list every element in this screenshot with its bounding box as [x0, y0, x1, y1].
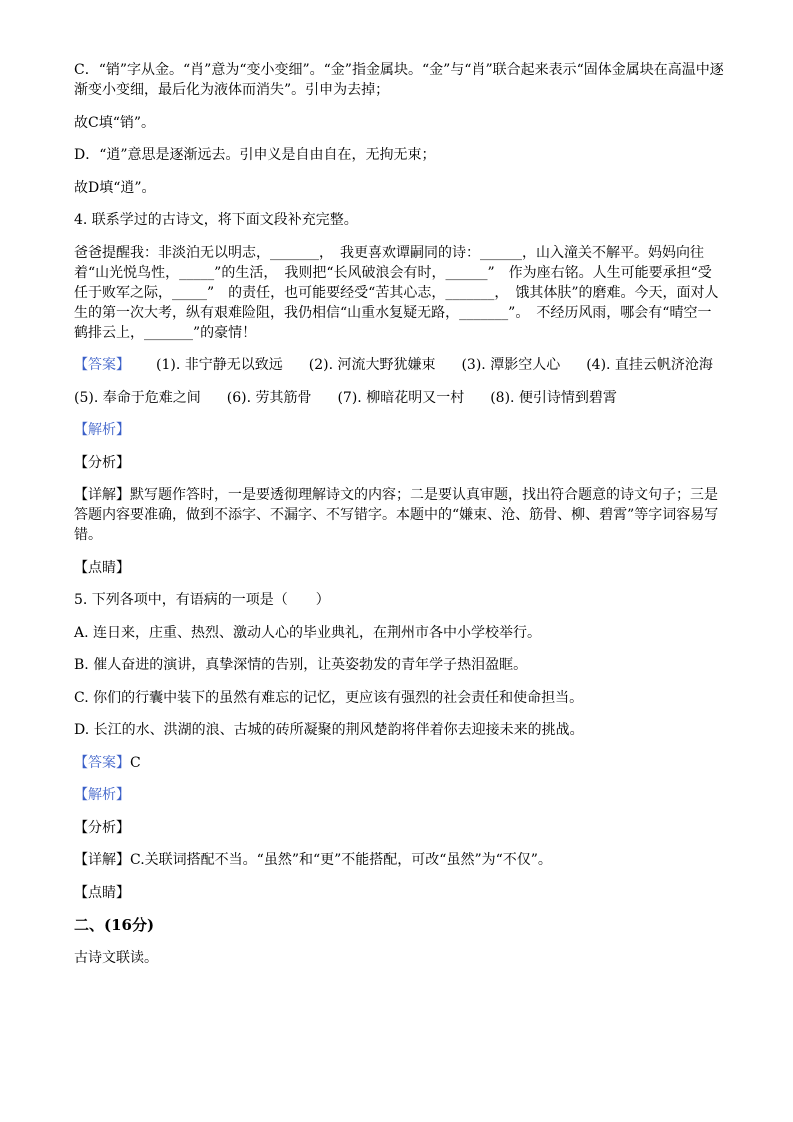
question-5-option-a: A. 连日来，庄重、热烈、激动人心的毕业典礼，在荆州市各中小学校举行。	[74, 624, 542, 641]
question-5-detail: 【详解】C.关联词搭配不当。“虽然”和“更”不能搭配，可改“虽然”为“不仅”。	[74, 852, 552, 868]
answer-item-2: (2). 河流大野犹嫌束	[308, 357, 436, 373]
answer-item-4: (4). 直挂云帆济沧海	[586, 357, 713, 373]
option-c-fill: 故C填“销”。	[74, 114, 156, 131]
question-5-option-d: D. 长江的水、洪湖的浪、古城的砖所凝聚的荆风楚韵将伴着你去迎接未来的挑战。	[74, 722, 584, 738]
question-5-answer-label: 【答案】	[74, 754, 130, 771]
question-4-answer-row-2	[74, 388, 724, 408]
document-content	[74, 60, 724, 980]
option-d-fill: 故D填“逍”。	[74, 179, 156, 196]
question-4-dianjing-label: 【点睛】	[74, 559, 130, 576]
option-c-explanation: C．“销”字从金。“肖”意为“变小变细”。“金”指金属块。“金”与“肖”联合起来表示“固体金属块在高温中逐渐变小变细，最后化为液体而消失”。引申为去掉；	[74, 62, 724, 98]
answer-item-8: (8). 便引诗情到碧霄	[490, 389, 617, 406]
question-5-option-b: B. 催人奋进的演讲，真挚深情的告别，让英姿勃发的青年学子热泪盈眶。	[74, 657, 528, 673]
question-5-title: 5. 下列各项中，有语病的一项是（ ）	[74, 592, 330, 608]
question-5-dianjing-label: 【点睛】	[74, 884, 130, 901]
question-5-fenxi-label: 【分析】	[74, 819, 130, 836]
answer-item-5: (5). 奉命于危难之间	[74, 389, 201, 406]
answer-item-1: (1). 非宁静无以致远	[156, 357, 283, 373]
question-4-detail: 【详解】默写题作答时，一是要透彻理解诗文的内容；二是要认真审题，找出符合题意的诗文句子；三是答题内容要准确，做到不添字、不漏字、不写错字。本题中的“嫌束、沧、筋骨、柳、碧霄”等字词容易写错。	[74, 487, 719, 543]
question-4-body: 爸爸提醒我：非淡泊无以明志，_______， 我更喜欢谭嗣同的诗：______，山入潼关不解平。妈妈向往着“山光悦鸟性，_____”的生活， 我则把“长风破浪会有时，______” 作为座右铭。人生可能要承担“受任于败军之际，_____” 的责任，也可能要经受“苦其心志，_______， 饿其体肤”的磨难。今天，面对人生的第一次大考，纵有艰难险阻，我仍相信“山重水复疑无路，_______”。 不经历风雨，哪会有“晴空一鹤排云上，_______”的豪情！	[74, 244, 719, 341]
option-d-explanation: D．“逍”意思是逐渐远去。引申义是自由自在，无拘无束；	[74, 147, 436, 163]
question-4-analysis-label: 【解析】	[74, 422, 130, 438]
question-5-answer-value: C	[130, 754, 141, 771]
question-5-answer	[74, 753, 724, 773]
answer-item-3: (3). 潭影空人心	[461, 357, 561, 373]
question-5-option-c: C. 你们的行囊中装下的虽然有难忘的记忆，更应该有强烈的社会责任和使命担当。	[74, 689, 584, 706]
question-4-title: 4. 联系学过的古诗文，将下面文段补充完整。	[74, 212, 358, 228]
answer-item-6: (6). 劳其筋骨	[226, 389, 312, 406]
question-5-analysis-label: 【解析】	[74, 787, 130, 803]
answer-label: 【答案】	[74, 357, 130, 373]
answer-item-7: (7). 柳暗花明又一村	[337, 389, 465, 406]
question-4-answer-row-1	[74, 355, 724, 375]
section-2-subtitle: 古诗文联读。	[74, 949, 158, 966]
section-2-heading: 二、(16分)	[74, 916, 155, 934]
question-4-fenxi-label: 【分析】	[74, 454, 130, 471]
